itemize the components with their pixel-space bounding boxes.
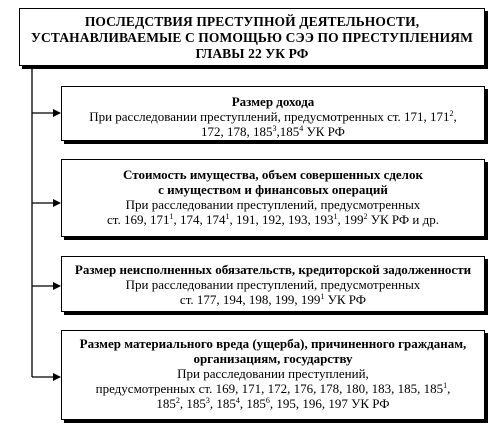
box-text-line: При расследовании преступлений, предусмотренных ст. 171, $171^2$, [89,109,457,124]
box-heading-line-1: Размер материального вреда (ущерба), причиненного гражданам, [79,336,467,351]
box-income-size [61,86,485,141]
box-text-line: При расследовании преступлений, [177,366,369,381]
box-heading-line-2: с имуществом и финансовых операций [158,182,388,197]
box-text-line: ст. 177, 194, 198, 199, $199^1$ УК РФ [179,292,367,307]
box-text-line: При расследовании преступлений, предусмотренных [125,277,421,292]
box-text-line: $185^2$, $185^3$, $185^4$, $185^6$, 195, 196, 197 УК РФ [156,396,390,411]
box-heading-line-2: организациям, государству [193,351,353,366]
box-heading: Размер дохода [231,94,315,109]
box-text-line: предусмотренных ст. 169, 171, 172, 176, 178, 180, 183, 185, $185^1$, [95,381,451,396]
diagram-title-box [19,8,485,66]
box-material-damage [61,330,485,420]
box-property-value [61,159,485,237]
box-text-line: При расследовании преступлений, предусмотренных [125,197,421,212]
title-line-3: ГЛАВЫ 22 УК РФ [195,46,309,61]
box-text-line: ст. 169, $171^1$, 174, $174^1$, 191, 192, 193, $193^1$, $199^2$ УК РФ и др. [107,212,439,227]
box-heading-line-1: Стоимость имущества, объем совершенных сделок [123,167,423,182]
title-line-2: УСТАНАВЛИВАЕМЫЕ С ПОМОЩЬЮ СЭЭ ПО ПРЕСТУПЛЕНИЯМ [31,30,473,45]
title-line-1: ПОСЛЕДСТВИЯ ПРЕСТУПНОЙ ДЕЯТЕЛЬНОСТИ, [84,14,420,29]
box-heading: Размер неисполненных обязательств, кредиторской задолженности [74,262,472,277]
box-unfulfilled-obligations [61,256,485,312]
box-text-line: 172, 178, $185^3,185^4$ УК РФ [201,124,345,139]
